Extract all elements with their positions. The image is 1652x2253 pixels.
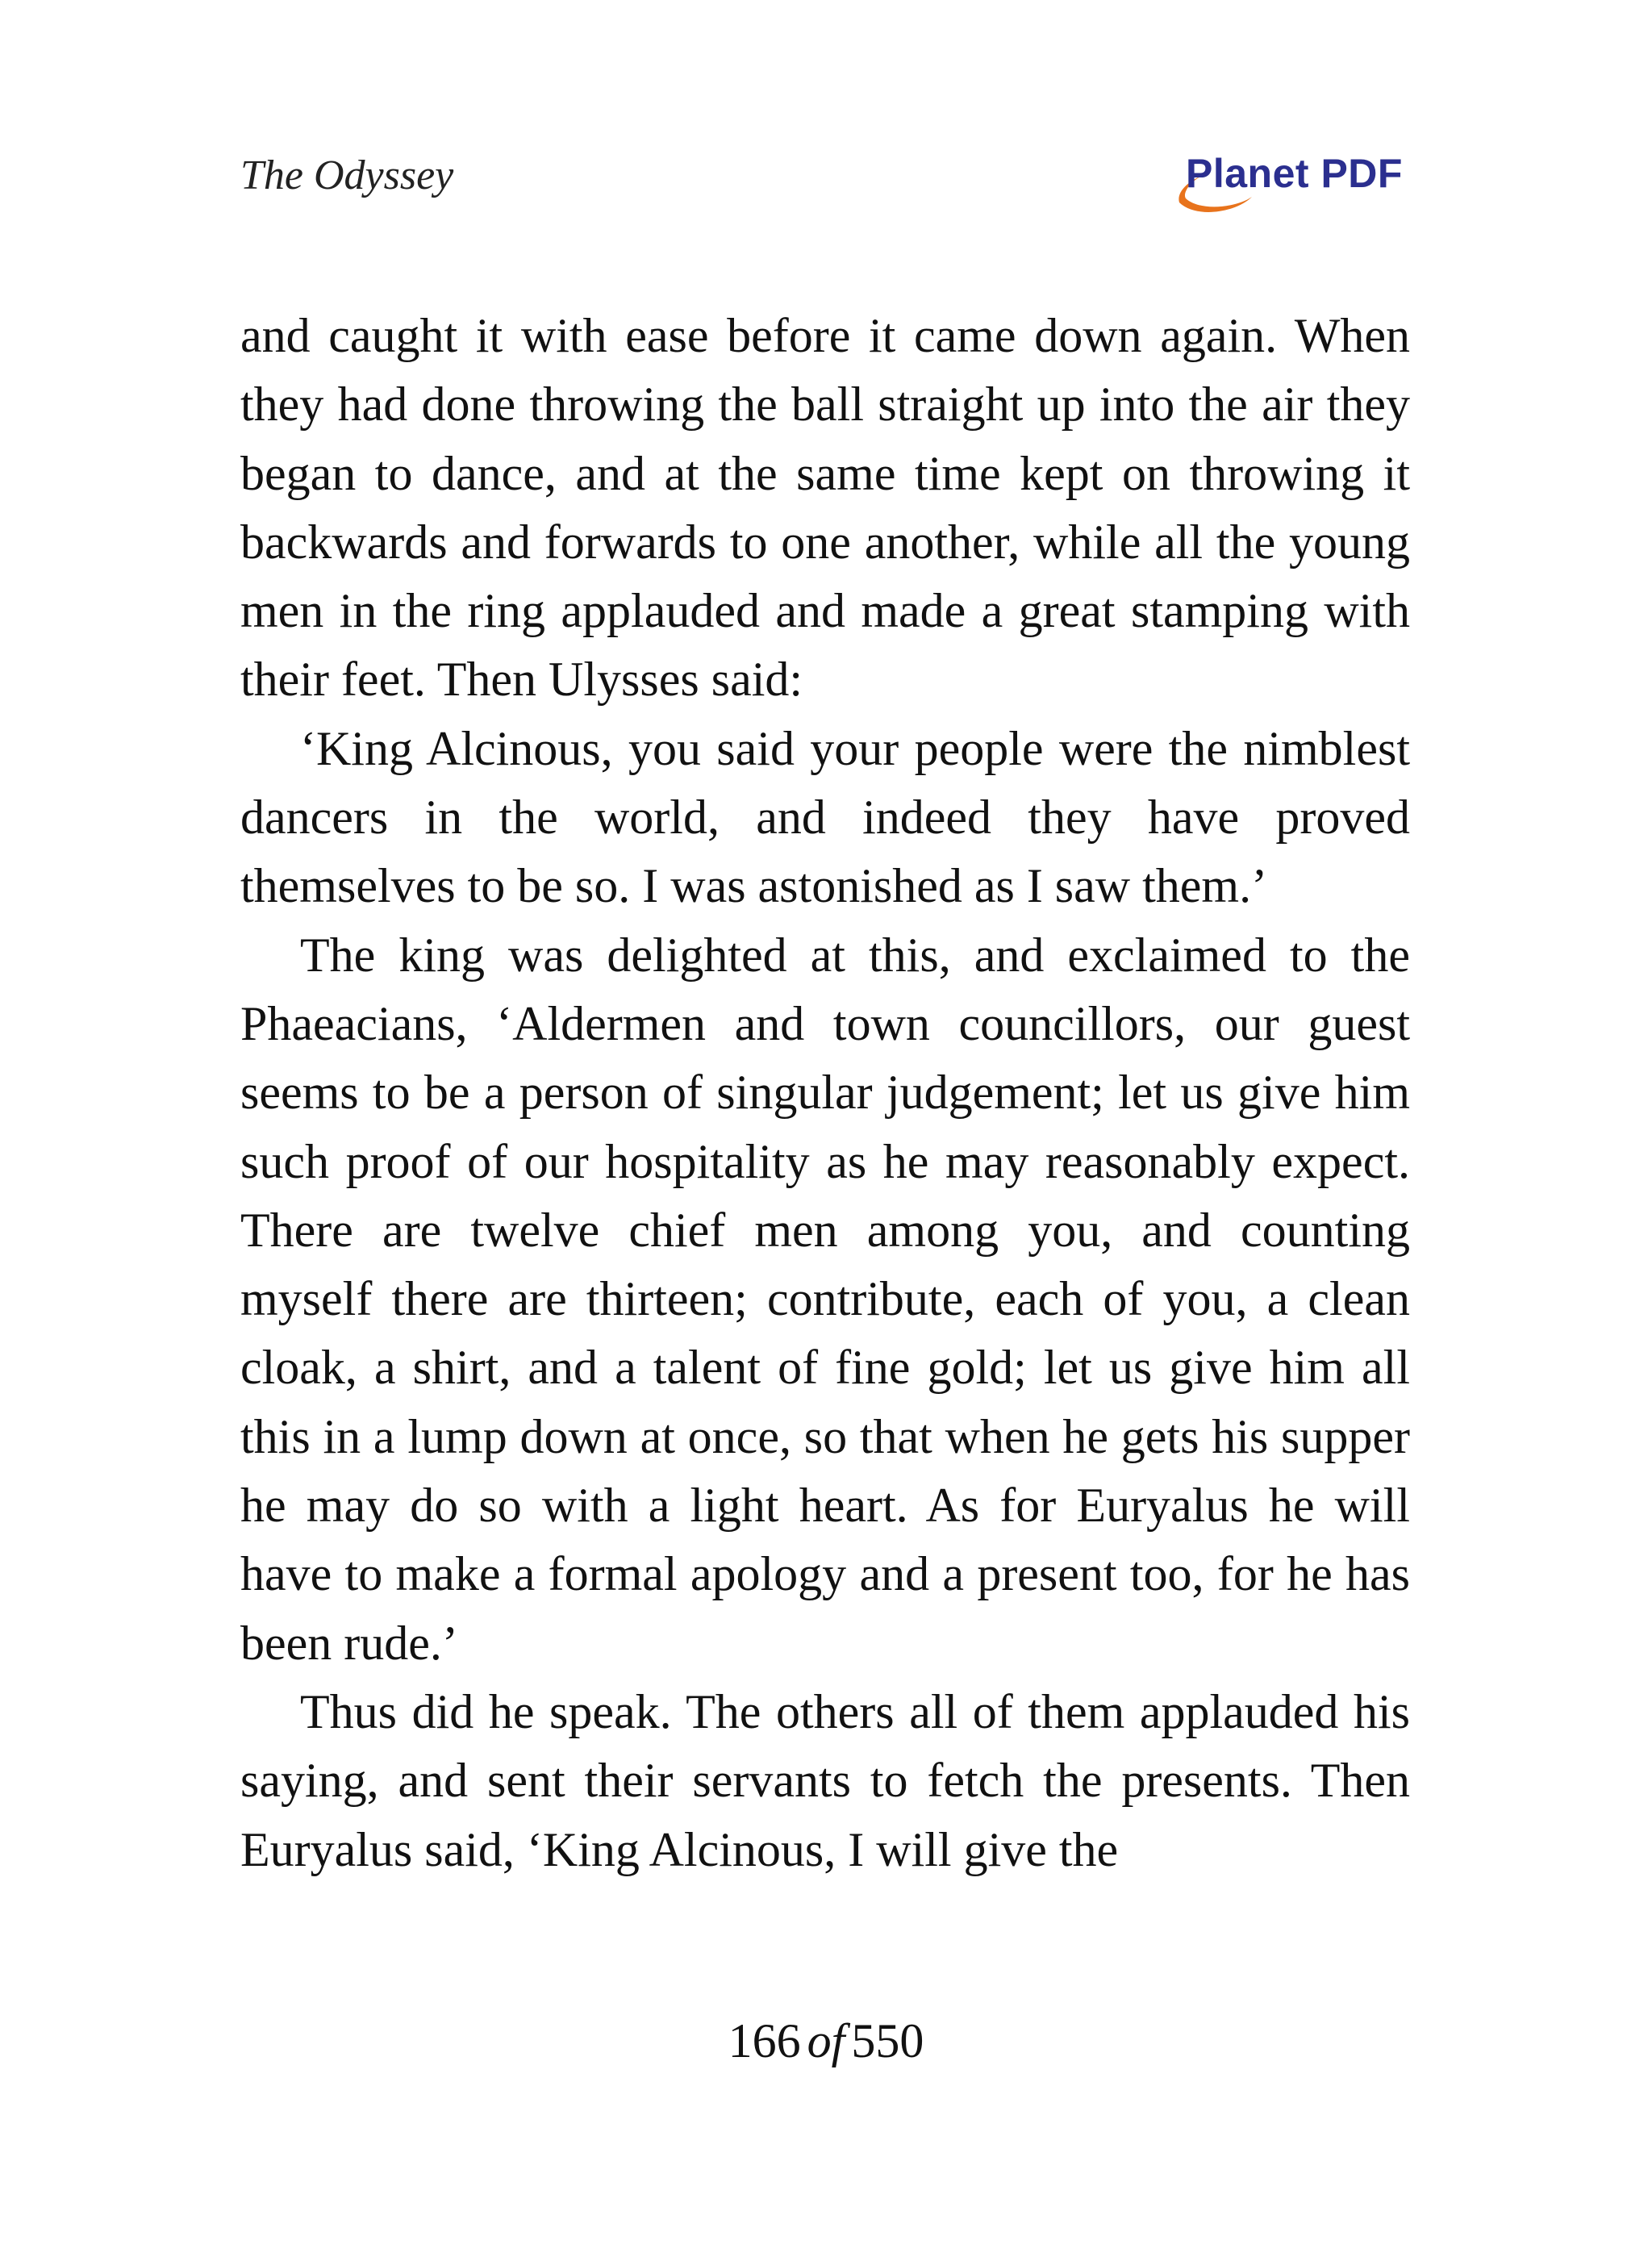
paragraph: ‘King Alcinous, you said your people were the nimblest dancers in the world, and indeed they have proved themselves to be so. I was astonished as I saw them.’ [240, 721, 1410, 913]
of-label: of [807, 2014, 845, 2067]
planet-pdf-logo [1171, 150, 1413, 215]
page-number [0, 2013, 1652, 2069]
paragraph: The king was delighted at this, and exclaimed to the Phaeacians, ‘Aldermen and town councillors, our guest seems to be a person of singular judgement; let us give him such proof of our hospitality as he may reasonably expect. There are twelve chief men among you, and counting myself there are thirteen; contribute, each of you, a clean cloak, a shirt, and a talent of fine gold; let us give him all this in a lump down at once, so that when he gets his supper he may do so with a light heart. As for Euryalus he will have to make a formal apology and a present too, for he has been rude.’ [240, 928, 1410, 1670]
book-title: The Odyssey [240, 152, 454, 198]
current-page-number: 166 [728, 2014, 801, 2067]
logo-text: Planet PDF [1186, 151, 1403, 196]
total-pages-number: 550 [851, 2014, 924, 2067]
paragraph: and caught it with ease before it came down again. When they had done throwing the ball straight up into the air they began to dance, and at the same time kept on throwing it backwards and forwards to one another, while all the young men in the ring applauded and made a great stamping with their feet. Then Ulysses said: [240, 309, 1410, 707]
body-text [240, 302, 1410, 1884]
paragraph: Thus did he speak. The others all of them applauded his saying, and sent their servants to fetch the presents. Then Euryalus said, ‘King Alcinous, I will give the [240, 1684, 1410, 1876]
